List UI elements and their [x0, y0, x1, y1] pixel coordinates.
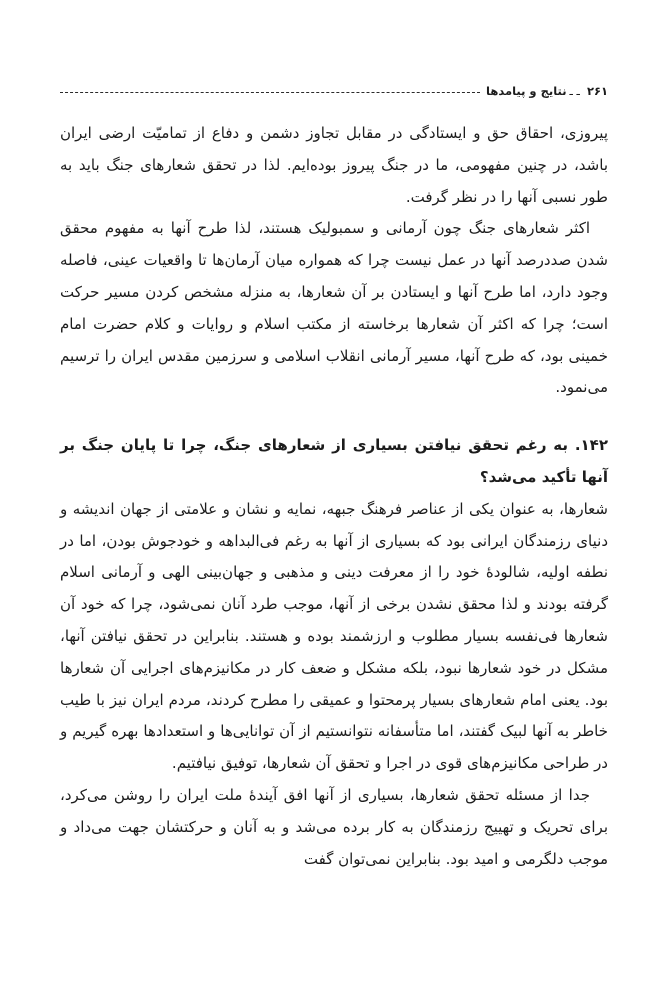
paragraph-3: شعارها، به عنوان یکی از عناصر فرهنگ جبهه، نمایه و نشان و علامتی از جهان اندیشه و دنیای رزمندگان ایرانی بود که بسیاری از آنها به رغم فی‌البداهه و خودجوش بودن، اما در نطفه اولیه، شالودهٔ خود را از معرفت دینی و مذهبی و جهان‌بینی الهی و آرمانی اسلام گرفته بودند و لذا محقق نشدن برخی از آنها، موجب طرد آنان نمی‌شود، چرا که خود آن شعارها فی‌نفسه بسیار مطلوب و ارزشمند بوده و هستند. بنابراین در تحقق نیافتن آنها، مشکل در خود شعارها نبود، بلکه مشکل و ضعف کار در مکانیزم‌های اجرایی آن شعارها بود. یعنی امام شعارهای بسیار پرمحتوا و عمیقی را مطرح کردند، مردم ایران نیز با طیب خاطر به آنها لبیک گفتند، اما متأسفانه نتوانستیم از آن توانایی‌ها و استعدادها بهره گیریم و در طراحی مکانیزم‌های قوی در اجرا و تحقق آن شعارها، توفیق نیافتیم. [60, 499, 608, 773]
page-number: ۲۶۱ [586, 84, 608, 98]
section-title: نتایج و پیامدها [486, 84, 567, 98]
page-body [60, 118, 608, 875]
paragraph-2: اکثر شعارهای جنگ چون آرمانی و سمبولیک هستند، لذا طرح آنها به مفهوم محقق شدن صددرصد آنها در عمل نیست چرا که همواره میان آرمان‌ها تا واقعیات عینی، فاصله وجود دارد، اما طرح آنها و ایستادن بر آن شعارها، به منزله مشخص کردن مسیر حرکت است؛ چرا که اکثر آن شعارها برخاسته از مکتب اسلام و روایات و کلام حضرت امام خمینی بود، که طرح آنها، مسیر آرمانی انقلاب اسلامی و سرزمین مقدس ایران را ترسیم می‌نمود. [60, 219, 608, 397]
header-separator: ـ ـ [569, 84, 580, 98]
paragraph-1: پیروزی، احقاق حق و ایستادگی در مقابل تجاوز دشمن و دفاع از تمامیّت ارضی ایران باشد، در چنین مفهومی، ما در جنگ پیروز بوده‌ایم. لذا در تحقق شعارهای جنگ باید به طور نسبی آنها را در نظر گرفت. [60, 124, 608, 206]
book-page [60, 78, 608, 875]
running-header [60, 78, 608, 104]
question-heading: ۱۴۲. به رغم تحقق نیافتن بسیاری از شعارهای جنگ، چرا تا پایان جنگ بر آنها تأکید می‌شد؟ [60, 436, 608, 486]
paragraph-4: جدا از مسئله تحقق شعارها، بسیاری از آنها افق آیندهٔ ملت ایران را روشن می‌کرد، برای تحریک و تهییج رزمندگان به کار برده می‌شد و به آنان و حرکتشان جهت می‌داد و موجب دلگرمی و امید بود. بنابراین نمی‌توان گفت [60, 785, 608, 868]
header-dashed-rule [60, 92, 480, 93]
